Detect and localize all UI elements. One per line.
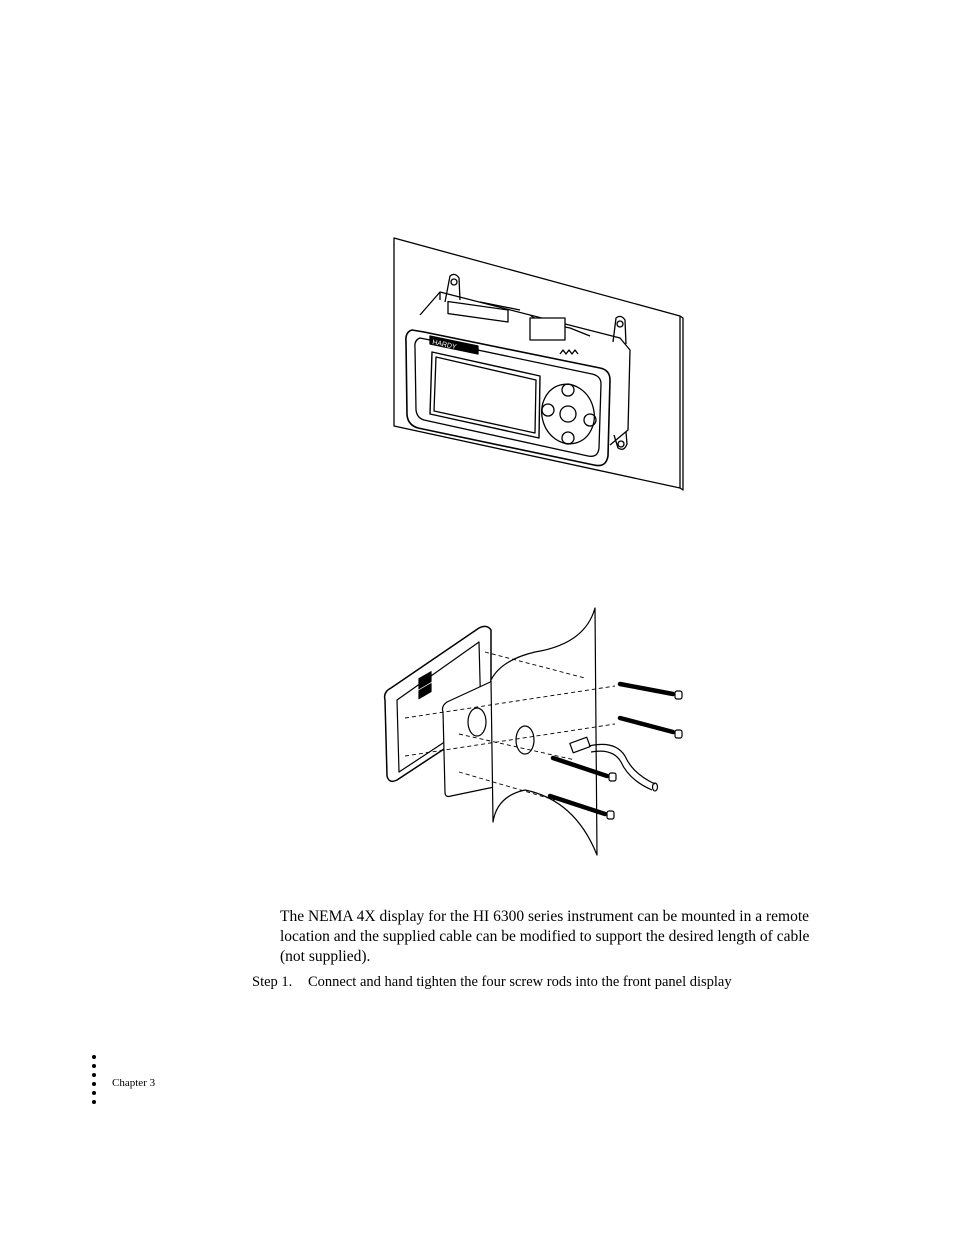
chapter-label: Chapter 3 xyxy=(112,1077,156,1089)
mounted-display-figure xyxy=(380,230,700,500)
footer-dots-decoration xyxy=(92,1055,98,1111)
remote-mount-exploded-figure xyxy=(375,600,695,865)
brand-logo-text: HARDY xyxy=(431,339,458,352)
step-text: Connect and hand tighten the four screw rods into the front panel display xyxy=(308,974,732,990)
step-number: Step 1. xyxy=(252,974,293,990)
step-1 xyxy=(252,972,852,992)
description-paragraph: The NEMA 4X display for the HI 6300 series instrument can be mounted in a remote location and the supplied cable can be modified to support the desired length of cable (not supplied). xyxy=(280,908,810,965)
